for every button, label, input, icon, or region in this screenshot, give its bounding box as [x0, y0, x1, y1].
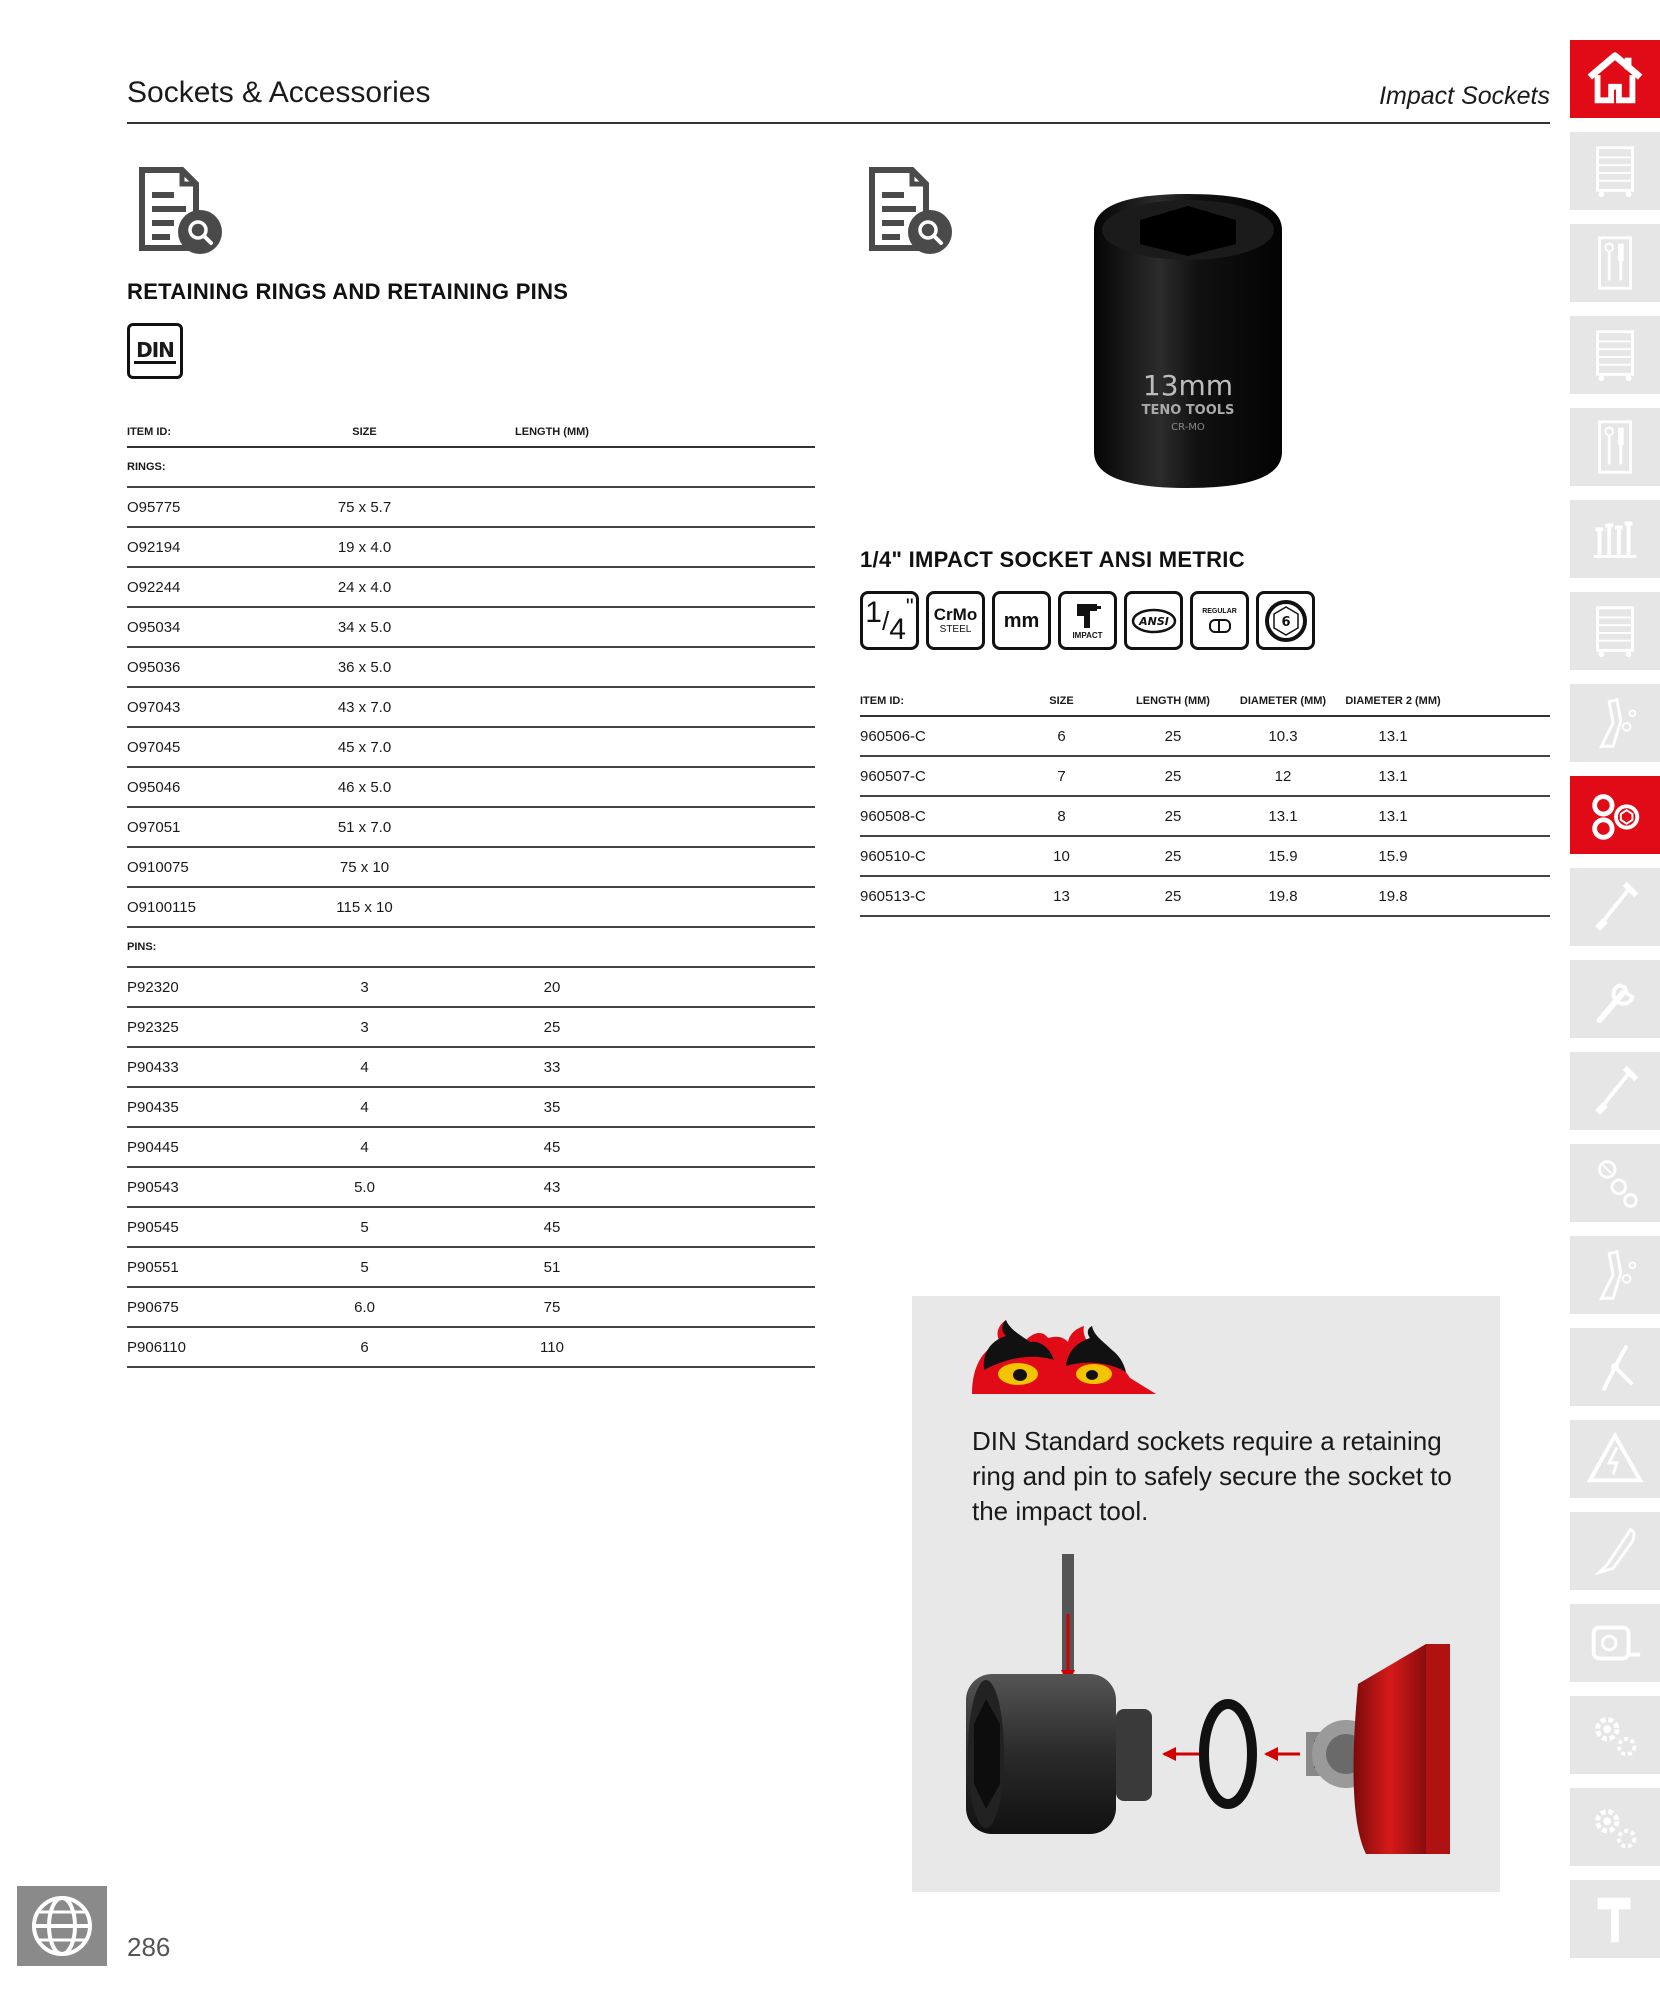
col-header-length: [452, 424, 652, 447]
size-cell: 4: [277, 1087, 452, 1127]
regular-length-icon: [1190, 591, 1249, 650]
table-row: [127, 727, 815, 767]
size-cell: 51 x 7.0: [277, 807, 452, 847]
length-cell: [452, 687, 652, 727]
size-cell: 75 x 10: [277, 847, 452, 887]
sidebar-item-bits[interactable]: [1570, 1144, 1660, 1222]
item-id-cell: P92320: [127, 967, 277, 1007]
empty-cell: [1453, 756, 1550, 796]
page-number: 286: [127, 1932, 171, 1962]
group-label: RINGS:: [127, 447, 815, 487]
page-section-title: Sockets & Accessories: [127, 76, 431, 109]
table-row: [127, 687, 815, 727]
length-cell: 25: [1113, 876, 1233, 916]
empty-cell: [652, 567, 815, 607]
empty-cell: [652, 1127, 815, 1167]
diameter-2-cell: 13.1: [1333, 756, 1453, 796]
col-header-size: SIZE: [1010, 693, 1113, 716]
size-cell: 3: [277, 967, 452, 1007]
table-row: [127, 567, 815, 607]
tool-chest-icon: [1584, 140, 1646, 202]
drive-size-icon: 1 / 4 ": [860, 591, 919, 650]
table-row: [127, 607, 815, 647]
size-cell: 36 x 5.0: [277, 647, 452, 687]
length-cell: 51: [452, 1247, 652, 1287]
hex-6-point-icon: [1264, 599, 1308, 643]
item-id-cell: P90675: [127, 1287, 277, 1327]
ansi-label: ANSI: [1138, 614, 1169, 628]
item-id-cell: O95775: [127, 487, 277, 527]
metric-mm-icon: [992, 591, 1051, 650]
length-cell: [452, 607, 652, 647]
ansi-icon: [1124, 591, 1183, 650]
size-cell: 4: [277, 1047, 452, 1087]
table-row: [127, 807, 815, 847]
length-cell: [452, 647, 652, 687]
tool-set-icon: [1584, 232, 1646, 294]
size-cell: 45 x 7.0: [277, 727, 452, 767]
header-divider: [127, 122, 1550, 124]
sidebar-item-home[interactable]: [1570, 40, 1660, 118]
length-cell: [452, 767, 652, 807]
item-id-cell: O910075: [127, 847, 277, 887]
empty-cell: [1453, 796, 1550, 836]
length-cell: 33: [452, 1047, 652, 1087]
length-cell: [452, 727, 652, 767]
size-cell: 10: [1010, 836, 1113, 876]
size-cell: 4: [277, 1127, 452, 1167]
table-row: [127, 847, 815, 887]
group-label: PINS:: [127, 927, 815, 967]
table-row: [860, 836, 1550, 876]
website-link-button[interactable]: [17, 1886, 107, 1966]
table-row: [127, 767, 815, 807]
retaining-rings-pins-table: [127, 424, 815, 1368]
tool-chest-icon: [1584, 600, 1646, 662]
din-assembly-illustration: [966, 1554, 1466, 1854]
empty-cell: [1453, 836, 1550, 876]
empty-cell: [652, 1007, 815, 1047]
length-cell: 43: [452, 1167, 652, 1207]
size-cell: 43 x 7.0: [277, 687, 452, 727]
socket-material-text: CR-MO: [1171, 422, 1205, 433]
drive-size-numerator: 1: [865, 596, 882, 629]
tool-set-icon: [1584, 416, 1646, 478]
item-id-cell: P90433: [127, 1047, 277, 1087]
table-row: [860, 876, 1550, 916]
table-row: [127, 1167, 815, 1207]
length-cell: 25: [1113, 756, 1233, 796]
electrical-icon: [1584, 1428, 1646, 1490]
size-cell: 46 x 5.0: [277, 767, 452, 807]
mascot-eyes-icon: [970, 1318, 1156, 1394]
impact-socket-table: [860, 693, 1550, 917]
knife-icon: [1584, 1520, 1646, 1582]
sidebar-item-gears[interactable]: [1570, 1788, 1660, 1866]
din-info-box: [912, 1296, 1500, 1892]
six-point-label: 6: [1280, 614, 1291, 630]
length-cell: 45: [452, 1127, 652, 1167]
empty-cell: [652, 1047, 815, 1087]
size-cell: 19 x 4.0: [277, 527, 452, 567]
length-cell: [452, 567, 652, 607]
length-cell: 25: [1113, 716, 1233, 756]
impact-socket-section-title: 1/4" IMPACT SOCKET ANSI METRIC: [860, 547, 1245, 572]
wrench-icon: [1584, 968, 1646, 1030]
mm-label: mm: [1003, 609, 1040, 632]
table-row: [127, 1007, 815, 1047]
item-id-cell: O97043: [127, 687, 277, 727]
steel-label: STEEL: [939, 624, 972, 635]
col-header-diameter-2: DIAMETER 2 (MM): [1333, 693, 1453, 716]
size-cell: 5: [277, 1207, 452, 1247]
empty-cell: [652, 807, 815, 847]
impact-wrench-icon: [1073, 602, 1103, 630]
item-id-cell: P906110: [127, 1327, 277, 1367]
item-id-cell: P90551: [127, 1247, 277, 1287]
table-row: [860, 756, 1550, 796]
measuring-tape-icon: [1584, 1612, 1646, 1674]
sidebar-item-multi-tool[interactable]: [1570, 684, 1660, 762]
diameter-cell: 15.9: [1233, 836, 1333, 876]
diameter-2-cell: 19.8: [1333, 876, 1453, 916]
table-row: [860, 796, 1550, 836]
sidebar-item-tool-chest[interactable]: [1570, 592, 1660, 670]
empty-cell: [652, 1087, 815, 1127]
screwdriver-icon: [1584, 876, 1646, 938]
sidebar-item-pliers[interactable]: [1570, 1328, 1660, 1406]
empty-cell: [652, 1327, 815, 1367]
crmo-label: CrMo: [933, 605, 978, 624]
empty-cell: [652, 647, 815, 687]
sidebar-item-gears[interactable]: [1570, 1696, 1660, 1774]
length-cell: 25: [452, 1007, 652, 1047]
col-header-empty: [1453, 693, 1550, 716]
impact-icon: [1058, 591, 1117, 650]
globe-icon: [30, 1894, 94, 1958]
length-cell: [452, 847, 652, 887]
size-cell: 6: [1010, 716, 1113, 756]
item-id-cell: 960508-C: [860, 796, 1010, 836]
size-cell: 115 x 10: [277, 887, 452, 927]
home-icon: [1584, 48, 1646, 110]
sidebar-item-measuring[interactable]: [1570, 1604, 1660, 1682]
item-id-cell: P90445: [127, 1127, 277, 1167]
item-id-cell: O95046: [127, 767, 277, 807]
empty-cell: [652, 607, 815, 647]
table-row: [127, 1087, 815, 1127]
table-row: [127, 1047, 815, 1087]
item-id-cell: O97051: [127, 807, 277, 847]
table-row: [127, 1247, 815, 1287]
hammer-icon: [1584, 1888, 1646, 1950]
empty-cell: [652, 887, 815, 927]
size-cell: 5: [277, 1247, 452, 1287]
length-cell: 20: [452, 967, 652, 1007]
size-cell: 6.0: [277, 1287, 452, 1327]
sidebar-item-wrench[interactable]: [1570, 960, 1660, 1038]
document-search-icon[interactable]: [862, 166, 958, 262]
bits-icon: [1584, 1152, 1646, 1214]
length-cell: [452, 487, 652, 527]
empty-cell: [1453, 716, 1550, 756]
item-id-cell: O92244: [127, 567, 277, 607]
empty-cell: [652, 687, 815, 727]
size-cell: 7: [1010, 756, 1113, 796]
gears-icon: [1584, 1796, 1646, 1858]
empty-cell: [652, 847, 815, 887]
diameter-2-cell: 13.1: [1333, 716, 1453, 756]
sidebar-item-knife[interactable]: [1570, 1512, 1660, 1590]
length-cell: 25: [1113, 796, 1233, 836]
pliers-icon: [1584, 1336, 1646, 1398]
col-header-size: SIZE: [277, 424, 452, 447]
sidebar-item-multi-tool[interactable]: [1570, 1236, 1660, 1314]
size-cell: 34 x 5.0: [277, 607, 452, 647]
empty-cell: [652, 1167, 815, 1207]
empty-cell: [652, 967, 815, 1007]
length-cell: [452, 807, 652, 847]
size-cell: 5.0: [277, 1167, 452, 1207]
retaining-section-title: RETAINING RINGS AND RETAINING PINS: [127, 279, 569, 304]
empty-cell: [652, 1247, 815, 1287]
sidebar-item-wrench-set[interactable]: [1570, 500, 1660, 578]
empty-cell: [652, 1287, 815, 1327]
feature-icons-row: [860, 591, 1315, 650]
table-header-row: [127, 424, 815, 447]
table-row: [127, 967, 815, 1007]
sidebar-item-electrical[interactable]: [1570, 1420, 1660, 1498]
multi-tool-icon: [1584, 1244, 1646, 1306]
ansi-oval-icon: [1131, 608, 1177, 634]
gears-icon: [1584, 1704, 1646, 1766]
item-id-cell: O97045: [127, 727, 277, 767]
length-cell: 25: [1113, 836, 1233, 876]
sidebar-item-tool-chest[interactable]: [1570, 132, 1660, 210]
size-cell: 6: [277, 1327, 452, 1367]
din-standard-badge: [127, 323, 183, 379]
item-id-cell: 960506-C: [860, 716, 1010, 756]
impact-label: IMPACT: [1072, 630, 1103, 640]
din-info-text: DIN Standard sockets require a retaining ring and pin to safely secure the socket to the impact tool.: [972, 1426, 1452, 1526]
page-subsection-title: Impact Sockets: [1379, 82, 1550, 110]
item-id-cell: 960510-C: [860, 836, 1010, 876]
size-cell: 24 x 4.0: [277, 567, 452, 607]
multi-tool-icon: [1584, 692, 1646, 754]
wrench-set-icon: [1584, 508, 1646, 570]
size-cell: 13: [1010, 876, 1113, 916]
diameter-2-cell: 13.1: [1333, 796, 1453, 836]
regular-socket-icon: [1207, 618, 1233, 634]
sidebar-item-hammer[interactable]: [1570, 1880, 1660, 1958]
six-point-icon: [1256, 591, 1315, 650]
table-row: [860, 716, 1550, 756]
sockets-icon: [1584, 784, 1646, 846]
empty-cell: [652, 487, 815, 527]
table-group-row: [127, 447, 815, 487]
length-cell: 110: [452, 1327, 652, 1367]
sidebar-item-tool-set[interactable]: [1570, 224, 1660, 302]
screwdriver-icon: [1584, 1060, 1646, 1122]
length-cell: [452, 527, 652, 567]
regular-label: REGULAR: [1202, 607, 1237, 615]
empty-cell: [652, 727, 815, 767]
diameter-cell: 12: [1233, 756, 1333, 796]
col-header-length-label: LENGTH (MM): [515, 426, 589, 438]
drive-size-denominator: 4: [889, 613, 906, 646]
empty-cell: [652, 1207, 815, 1247]
item-id-cell: P90545: [127, 1207, 277, 1247]
size-cell: 3: [277, 1007, 452, 1047]
item-id-cell: O95034: [127, 607, 277, 647]
col-header-empty: [652, 424, 815, 447]
table-row: [127, 1287, 815, 1327]
item-id-cell: O92194: [127, 527, 277, 567]
length-cell: 35: [452, 1087, 652, 1127]
din-badge-label: DIN: [136, 337, 174, 362]
sidebar-item-screwdriver[interactable]: [1570, 1052, 1660, 1130]
col-header-item-id: ITEM ID:: [127, 424, 277, 447]
sidebar-item-screwdriver[interactable]: [1570, 868, 1660, 946]
item-id-cell: O95036: [127, 647, 277, 687]
impact-socket-product-image: [1088, 190, 1288, 495]
item-id-cell: O9100115: [127, 887, 277, 927]
table-row: [127, 887, 815, 927]
tool-chest-icon: [1584, 324, 1646, 386]
diameter-cell: 13.1: [1233, 796, 1333, 836]
table-row: [127, 1127, 815, 1167]
col-header-length: LENGTH (MM): [1113, 693, 1233, 716]
table-header-row: [860, 693, 1550, 716]
item-id-cell: 960507-C: [860, 756, 1010, 796]
item-id-cell: P90543: [127, 1167, 277, 1207]
crmo-steel-icon: [926, 591, 985, 650]
col-header-diameter: DIAMETER (MM): [1233, 693, 1333, 716]
table-row: [127, 527, 815, 567]
socket-size-text: 13mm: [1142, 369, 1234, 402]
table-group-row: [127, 927, 815, 967]
empty-cell: [652, 527, 815, 567]
sidebar-item-tool-chest[interactable]: [1570, 316, 1660, 394]
item-id-cell: 960513-C: [860, 876, 1010, 916]
table-row: [127, 487, 815, 527]
col-header-item-id: ITEM ID:: [860, 693, 1010, 716]
empty-cell: [652, 767, 815, 807]
diameter-2-cell: 15.9: [1333, 836, 1453, 876]
sidebar-item-tool-set[interactable]: [1570, 408, 1660, 486]
empty-cell: [1453, 876, 1550, 916]
item-id-cell: P90435: [127, 1087, 277, 1127]
table-row: [127, 1327, 815, 1367]
item-id-cell: P92325: [127, 1007, 277, 1047]
size-cell: 75 x 5.7: [277, 487, 452, 527]
length-cell: [452, 887, 652, 927]
sidebar-item-sockets[interactable]: [1570, 776, 1660, 854]
size-cell: 8: [1010, 796, 1113, 836]
length-cell: 45: [452, 1207, 652, 1247]
length-cell: 75: [452, 1287, 652, 1327]
diameter-cell: 19.8: [1233, 876, 1333, 916]
document-search-icon[interactable]: [132, 166, 228, 262]
table-row: [127, 647, 815, 687]
socket-brand-text: TENO TOOLS: [1141, 403, 1235, 418]
diameter-cell: 10.3: [1233, 716, 1333, 756]
drive-size-inch-mark: ": [905, 594, 914, 619]
table-row: [127, 1207, 815, 1247]
